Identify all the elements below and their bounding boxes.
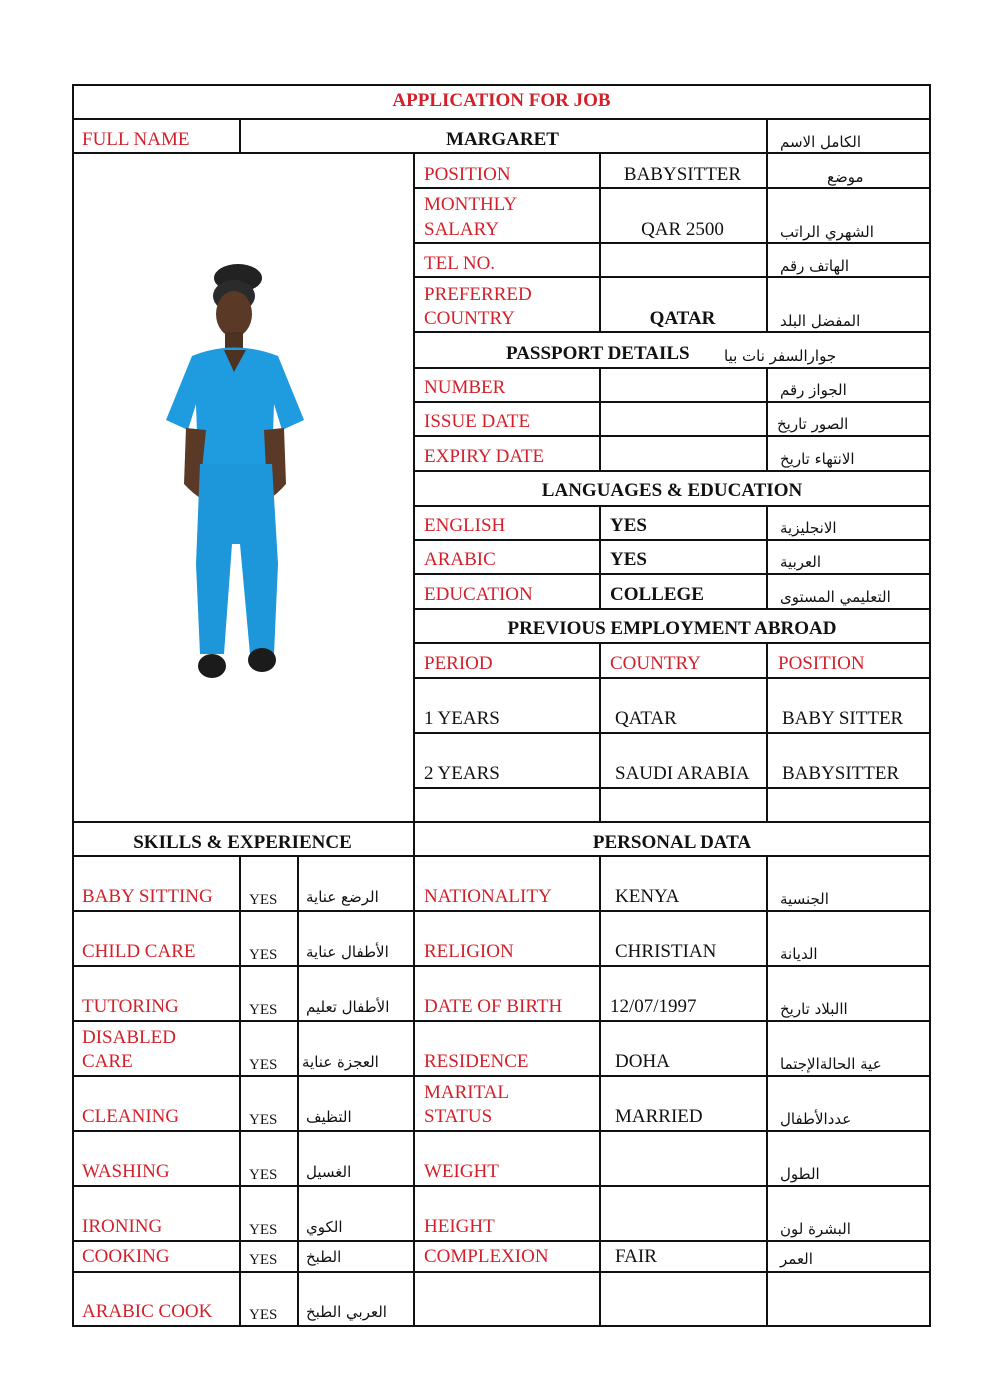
skill-child-care-value: YES	[249, 947, 278, 963]
height-arabic: البشرة لون	[780, 1220, 851, 1238]
salary-value: QAR 2500	[641, 219, 724, 240]
skill-cleaning-label: CLEANING	[82, 1106, 180, 1127]
skill-tutoring-value: YES	[249, 1002, 278, 1018]
salary-label-line1: MONTHLY	[424, 194, 518, 215]
skill-ironing-arabic: الكوي	[306, 1218, 343, 1236]
nationality-arabic: الجنسية	[780, 890, 829, 908]
issue-date-label: ISSUE DATE	[424, 411, 531, 432]
marital-status-arabic: عددالأطفال	[780, 1110, 852, 1128]
full-name-value: MARGARET	[446, 129, 559, 150]
complexion-label: COMPLEXION	[424, 1246, 549, 1267]
passport-heading-arabic: جوارالسفر نات بيا	[724, 347, 837, 365]
skill-cooking-arabic: الطبخ	[306, 1248, 342, 1266]
skill-washing-label: WASHING	[82, 1161, 170, 1182]
dob-label: DATE OF BIRTH	[424, 996, 563, 1017]
marital-status-value: MARRIED	[615, 1106, 703, 1127]
skill-disabled-care-label-line2: CARE	[82, 1051, 133, 1072]
dob-value: 12/07/1997	[610, 996, 697, 1017]
skill-child-care-label: CHILD CARE	[82, 941, 196, 962]
nationality-value: KENYA	[615, 886, 680, 907]
english-value: YES	[610, 515, 647, 536]
education-arabic: التعليمي المستوى	[780, 588, 891, 606]
religion-value: CHRISTIAN	[615, 941, 717, 962]
issue-date-arabic: الصور تاريخ	[777, 415, 849, 433]
full-name-arabic: الكامل الاسم	[780, 133, 862, 151]
expiry-date-arabic: الانتهاء تاريخ	[780, 450, 855, 468]
employment-row1-position: BABY SITTER	[782, 708, 904, 729]
skill-ironing-value: YES	[249, 1222, 278, 1238]
skill-arabic-cook-arabic: العربي الطبخ	[306, 1303, 387, 1321]
employment-col-position: POSITION	[778, 653, 865, 674]
skill-baby-sitting-arabic: الرضع عناية	[306, 888, 379, 906]
skill-arabic-cook-value: YES	[249, 1307, 278, 1323]
employment-row2-country: SAUDI ARABIA	[615, 763, 750, 784]
religion-label: RELIGION	[424, 941, 514, 962]
skill-cleaning-value: YES	[249, 1112, 278, 1128]
skill-cooking-label: COOKING	[82, 1246, 170, 1267]
skill-disabled-care-label-line1: DISABLED	[82, 1027, 176, 1048]
languages-heading: LANGUAGES & EDUCATION	[541, 480, 803, 501]
tel-arabic: الهاتف رقم	[780, 257, 850, 275]
complexion-value: FAIR	[615, 1246, 657, 1267]
employment-col-period: PERIOD	[424, 653, 493, 674]
residence-label: RESIDENCE	[424, 1051, 529, 1072]
salary-arabic: الشهري الراتب	[780, 223, 874, 241]
skill-disabled-care-arabic: العجزة عناية	[302, 1053, 379, 1071]
expiry-date-label: EXPIRY DATE	[424, 446, 545, 467]
residence-arabic: عية الحالةالإجتما	[780, 1055, 882, 1073]
employment-row2-period: 2 YEARS	[424, 763, 500, 784]
weight-label: WEIGHT	[424, 1161, 499, 1182]
preferred-country-value: QATAR	[649, 308, 716, 329]
skill-disabled-care-value: YES	[249, 1057, 278, 1073]
arabic-arabic: العربية	[780, 553, 821, 571]
applicant-photo	[162, 264, 312, 694]
employment-col-country: COUNTRY	[610, 653, 701, 674]
employment-heading: PREVIOUS EMPLOYMENT ABROAD	[507, 618, 837, 639]
tel-label: TEL NO.	[424, 253, 496, 274]
residence-value: DOHA	[615, 1051, 670, 1072]
preferred-country-label-line1: PREFERRED	[424, 284, 532, 305]
dob-arabic: االبلاد تاريخ	[780, 1000, 848, 1018]
position-value: BABYSITTER	[623, 164, 742, 185]
salary-label-line2: SALARY	[424, 219, 499, 240]
employment-row2-position: BABYSITTER	[782, 763, 900, 784]
form-title: APPLICATION FOR JOB	[392, 90, 611, 111]
skill-tutoring-arabic: الأطفال تعليم	[306, 998, 390, 1016]
education-value: COLLEGE	[610, 584, 704, 605]
position-label: POSITION	[424, 164, 511, 185]
skill-baby-sitting-label: BABY SITTING	[82, 886, 213, 907]
skill-cooking-value: YES	[249, 1252, 278, 1268]
skill-baby-sitting-value: YES	[249, 892, 278, 908]
religion-arabic: الديانة	[780, 945, 818, 963]
application-form	[72, 84, 931, 1327]
weight-arabic: الطول	[780, 1165, 820, 1183]
height-label: HEIGHT	[424, 1216, 495, 1237]
passport-heading: PASSPORT DETAILS	[506, 343, 690, 364]
employment-row1-country: QATAR	[615, 708, 677, 729]
marital-status-label-line2: STATUS	[424, 1106, 493, 1127]
skills-heading: SKILLS & EXPERIENCE	[133, 832, 352, 853]
skill-washing-arabic: الغسيل	[306, 1163, 352, 1181]
english-arabic: الانجليزية	[780, 519, 837, 537]
position-arabic: موضع	[827, 168, 864, 186]
complexion-arabic: العمر	[780, 1250, 813, 1268]
full-name-label: FULL NAME	[82, 129, 190, 150]
passport-number-label: NUMBER	[424, 377, 506, 398]
nationality-label: NATIONALITY	[424, 886, 552, 907]
employment-row1-period: 1 YEARS	[424, 708, 500, 729]
preferred-country-label-line2: COUNTRY	[424, 308, 515, 329]
personal-heading: PERSONAL DATA	[592, 832, 752, 853]
arabic-label: ARABIC	[424, 549, 496, 570]
education-label: EDUCATION	[424, 584, 533, 605]
skill-cleaning-arabic: التظيف	[306, 1108, 352, 1126]
skill-ironing-label: IRONING	[82, 1216, 163, 1237]
skill-tutoring-label: TUTORING	[82, 996, 179, 1017]
skill-washing-value: YES	[249, 1167, 278, 1183]
english-label: ENGLISH	[424, 515, 506, 536]
marital-status-label-line1: MARITAL	[424, 1082, 510, 1103]
passport-number-arabic: الجواز رقم	[780, 381, 847, 399]
skill-child-care-arabic: الأطفال عناية	[306, 943, 389, 961]
preferred-country-arabic: المفضل البلد	[780, 312, 861, 330]
arabic-value: YES	[610, 549, 647, 570]
skill-arabic-cook-label: ARABIC COOK	[82, 1301, 213, 1322]
